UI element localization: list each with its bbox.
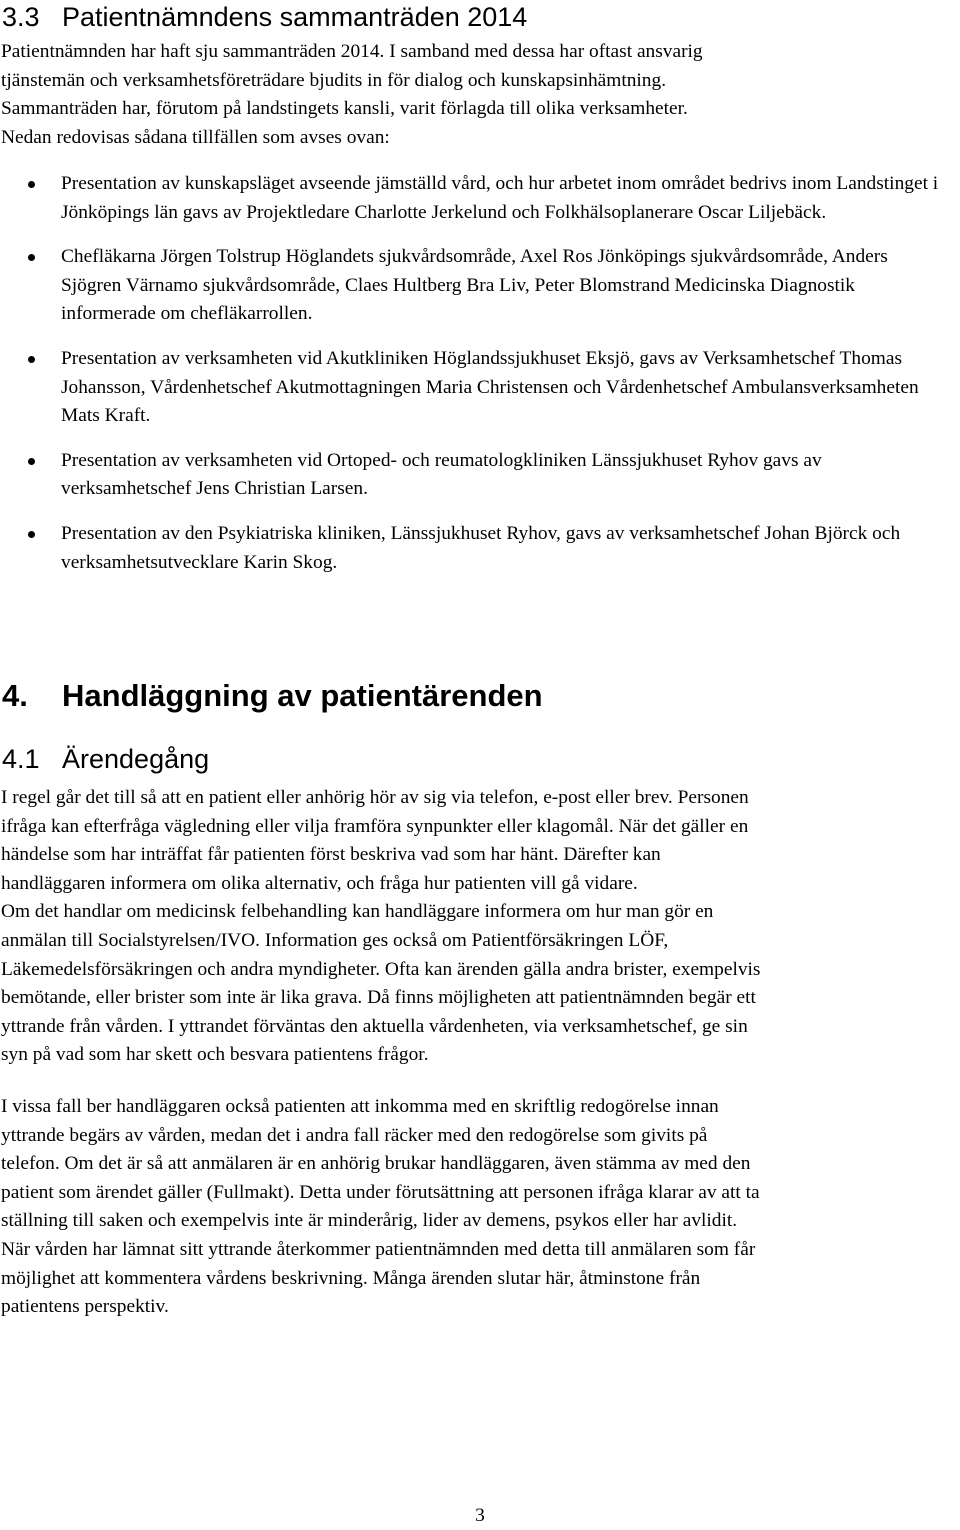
bullet-item: Presentation av verksamheten vid Ortoped- och reumatologkliniken Länssjukhuset Ryhov gavs av verksamhetschef Jens Christian Larsen. [0,447,941,504]
bullet-item: Chefläkarna Jörgen Tolstrup Höglandets sjukvårdsområde, Axel Ros Jönköpings sjukvårdsområde, Anders Sjögren Värnamo sjukvårdsområde, Claes Hultberg Bra Liv, Peter Blomstrand Medicinska Diagnostik informerade om chefläkarrollen. [0,243,941,329]
text-line: anmälan till Socialstyrelsen/IVO. Information ges också om Patientförsäkringen LÖF, [1,929,669,951]
body-paragraph-2 [1,1093,959,1322]
text-line: När vården har lämnat sitt yttrande återkommer patientnämnden med detta till anmälaren som får [1,1238,756,1260]
body-paragraph-1 [1,784,959,1070]
bullet-icon [28,356,35,363]
page-number: 3 [475,1505,485,1526]
meeting-bullet-list [0,170,960,593]
bullet-item: Presentation av kunskapsläget avseende jämställd vård, och hur arbetet inom området bedrivs inom Landstinget i Jönköpings län gavs av Projektledare Charlotte Jerkelund och Folkhälsoplanerare Oscar Liljebäck. [0,170,941,227]
bullet-item: Presentation av den Psykiatriska kliniken, Länssjukhuset Ryhov, gavs av verksamhetschef Johan Björck och verksamhetsutvecklare Karin Skog. [0,520,941,577]
text-line: Sammanträden har, förutom på landstingets kansli, varit förlagda till olika verksamheter. [1,98,688,120]
text-line: I regel går det till så att en patient eller anhörig hör av sig via telefon, e-post eller brev. Personen [1,787,749,808]
intro-paragraph [1,38,959,152]
text-line: ställning till saken och exempelvis inte är minderårig, lider av demens, psykos eller har avlidit. [1,1210,738,1232]
text-line: syn på vad som har skett och besvara patientens frågor. [1,1044,429,1066]
text-line: patientens perspektiv. [1,1296,169,1318]
text-line: yttrande från vården. I yttrandet förväntas den aktuella vårdenheten, via verksamhetschef, ge sin [1,1015,748,1037]
text-line: möjlighet att kommentera vårdens beskrivning. Många ärenden slutar här, åtminstone från [1,1267,701,1289]
bullet-item: Presentation av verksamheten vid Akutkliniken Höglandssjukhuset Eksjö, gavs av Verksamhetschef Thomas Johansson, Vårdenhetschef Akutmottagningen Maria Christensen och Vårdenhetschef Ambulansverksamheten Mats Kraft. [0,345,941,431]
section-title: Patientnämndens sammanträden 2014 [62,2,528,32]
text-line: patient som ärendet gäller (Fullmakt). Detta under förutsättning att personen ifråga klarar av att ta [1,1181,760,1203]
section-heading-4-1 [2,743,209,775]
text-line: yttrande begärs av vården, medan det i andra fall räcker med den redogörelse som givits på [1,1124,708,1146]
text-line: handläggaren informera om olika alternativ, och fråga hur patienten vill gå vidare. [1,872,638,894]
chapter-title: Handläggning av patientärenden [62,678,543,713]
section-title: Ärendegång [62,744,210,774]
section-number: 3.3 [2,2,40,32]
text-line: Läkemedelsförsäkringen och andra myndigheter. Ofta kan ärenden gälla andra brister, exempelvis [1,958,761,980]
bullet-icon [28,458,35,465]
bullet-icon [28,254,35,261]
text-line: Om det handlar om medicinsk felbehandling kan handläggare informera om hur man gör en [1,901,714,923]
bullet-icon [28,181,35,188]
chapter-number: 4. [2,678,28,713]
text-line: telefon. Om det är så att anmälaren är en anhörig brukar handläggaren, även stämma av med den [1,1153,751,1175]
text-line: bemötande, eller brister som inte är lika grava. Då finns möjligheten att patientnämnden begär ett [1,987,756,1009]
section-number: 4.1 [2,744,40,774]
text-line: I vissa fall ber handläggaren också patienten att inkomma med en skriftlig redogörelse innan [1,1096,719,1117]
text-line: tjänstemän och verksamhetsföreträdare bjudits in för dialog och kunskapsinhämtning. [1,69,667,91]
text-line: ifråga kan efterfråga vägledning eller vilja framföra synpunkter eller klagomål. När det gäller en [1,815,749,837]
chapter-heading-4 [2,677,543,715]
text-line: Patientnämnden har haft sju sammanträden 2014. I samband med dessa har oftast ansvarig [1,41,703,62]
section-heading-3-3 [2,1,527,33]
bullet-icon [28,531,35,538]
text-line: händelse som har inträffat får patienten först beskriva vad som har hänt. Därefter kan [1,844,661,866]
text-line: Nedan redovisas sådana tillfällen som avses ovan: [1,126,390,148]
